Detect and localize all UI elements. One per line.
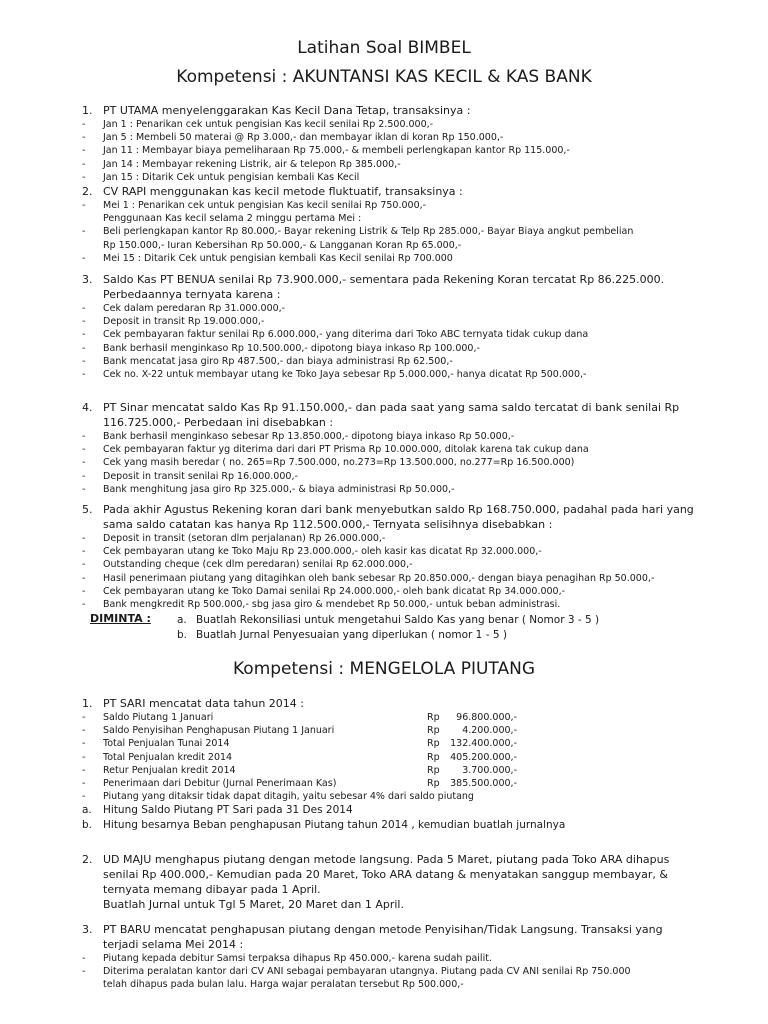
- question-text-continued: Perbedaannya ternyata karena :: [103, 288, 281, 301]
- bullet-dash: -: [82, 953, 86, 964]
- bullet-dash: -: [82, 303, 86, 314]
- main-title: Latihan Soal BIMBEL: [297, 38, 471, 58]
- task-text: Buatlah Jurnal Penyesuaian yang diperlukan ( nomor 1 - 5 ): [196, 629, 507, 641]
- bullet-dash: -: [82, 200, 86, 211]
- bullet-dash: -: [82, 966, 86, 978]
- question-number: 3.: [82, 273, 93, 286]
- transaction-list: [82, 532, 722, 611]
- task-a: [82, 803, 722, 818]
- question-text-continued: 116.725.000,- Perbedaan ini disebabkan :: [103, 416, 334, 429]
- question-number: 2.: [82, 185, 93, 198]
- list-item: - Jan 11 : Membayar biaya pemeliharaan Rp 75.000,- & membeli perlengkapan kantor Rp 115.000,-: [82, 145, 570, 157]
- list-item: - Deposit in transit Rp 19.000.000,-: [82, 316, 265, 328]
- bullet-dash: -: [82, 791, 86, 803]
- question-line: senilai Rp 400.000,- Kemudian pada 20 Maret, Toko ARA datang & menyatakan sanggup membayar, &: [103, 868, 668, 881]
- list-item: Penggunaan Kas kecil selama 2 minggu pertama Mei :: [103, 213, 362, 225]
- list-item: - Outstanding cheque (cek dlm peredaran) senilai Rp 62.000.000,-: [82, 559, 413, 571]
- bullet-dash: -: [82, 725, 86, 737]
- transaction-list: [82, 302, 722, 381]
- question-text: Pada akhir Agustus Rekening koran dari bank menyebutkan saldo Rp 168.750.000, padahal pada hari yang: [103, 503, 694, 516]
- list-item: - Cek yang masih beredar ( no. 265=Rp 7.500.000, no.273=Rp 13.500.000, no.277=Rp 16.500.000): [82, 457, 575, 469]
- question-2: [82, 184, 722, 265]
- list-item: - Cek dalam peredaran Rp 31.000.000,-: [82, 303, 286, 314]
- bullet-dash: -: [82, 171, 86, 183]
- task-letter: b.: [177, 629, 188, 641]
- bullet-dash: -: [82, 457, 86, 469]
- question-text: PT SARI mencatat data tahun 2014 :: [103, 697, 304, 710]
- question-line: UD MAJU menghapus piutang dengan metode langsung. Pada 5 Maret, piutang pada Toko ARA dihapus: [103, 853, 670, 866]
- list-item: - Diterima peralatan kantor dari CV ANI sebagai pembayaran utangnya. Piutang pada CV ANI senilai Rp 750.000: [82, 966, 631, 978]
- bullet-dash: -: [82, 546, 86, 558]
- task-text: Hitung besarnya Beban penghapusan Piutang tahun 2014 , kemudian buatlah jurnalnya: [103, 819, 566, 832]
- data-row: - Retur Penjualan kredit 2014 Rp 3.700.000,-: [82, 764, 517, 776]
- bullet-dash: -: [82, 252, 86, 264]
- task-text: Buatlah Rekonsiliasi untuk mengetahui Saldo Kas yang benar ( Nomor 3 - 5 ): [196, 614, 600, 626]
- question-text: Saldo Kas PT BENUA senilai Rp 73.900.000,- sementara pada Rekening Koran tercatat Rp 86.225.000.: [103, 273, 665, 286]
- bullet-dash: -: [82, 751, 86, 763]
- bullet-dash: -: [82, 369, 86, 381]
- question-line: terjadi selama Mei 2014 :: [103, 938, 244, 951]
- list-item: - Cek pembayaran faktur senilai Rp 6.000.000,- yang diterima dari Toko ABC ternyata tidak cukup dana: [82, 329, 589, 341]
- question-3: [82, 272, 722, 381]
- list-item: - Cek no. X-22 untuk membayar utang ke Toko Jaya sebesar Rp 5.000.000,- hanya dicatat Rp 500.000,-: [82, 369, 587, 381]
- task-text: Hitung Saldo Piutang PT Sari pada 31 Des 2014: [103, 804, 353, 817]
- transaction-list: [82, 118, 722, 184]
- competency-heading-1: Kompetensi : AKUNTANSI KAS KECIL & KAS BANK: [176, 67, 592, 87]
- bullet-dash: -: [82, 132, 86, 144]
- piutang-question-1: [82, 696, 722, 833]
- question-text-continued: sama saldo catatan kas hanya Rp 112.500.000,- Ternyata selisihnya disebabkan :: [103, 518, 553, 531]
- bullet-dash: -: [82, 355, 86, 367]
- list-item: - Bank berhasil menginkaso Rp 10.500.000,- dipotong biaya inkaso Rp 100.000,-: [82, 342, 480, 354]
- bullet-dash: -: [82, 712, 86, 723]
- question-5: [82, 502, 722, 611]
- question-number: 5.: [82, 503, 93, 516]
- list-item: - Bank berhasil menginkaso sebesar Rp 13.850.000,- dipotong biaya inkaso Rp 50.000,-: [82, 431, 515, 442]
- list-item: - Bank mengkredit Rp 500.000,- sbg jasa giro & mendebet Rp 50.000,- untuk beban administrasi.: [82, 599, 561, 611]
- task-letter: b.: [82, 819, 93, 832]
- bullet-dash: -: [82, 342, 86, 354]
- piutang-question-3: [82, 922, 722, 992]
- data-row: - Total Penjualan kredit 2014 Rp 405.200.000,-: [82, 751, 517, 763]
- list-item: - Bank menghitung jasa giro Rp 325.000,- & biaya administrasi Rp 50.000,-: [82, 483, 455, 495]
- transaction-list: [82, 952, 722, 992]
- bullet-dash: -: [82, 483, 86, 495]
- bullet-dash: -: [82, 533, 86, 544]
- list-item: - Piutang yang ditaksir tidak dapat ditagih, yaitu sebesar 4% dari saldo piutang: [82, 791, 474, 803]
- bullet-dash: -: [82, 738, 86, 750]
- list-item: - Jan 14 : Membayar rekening Listrik, air & telepon Rp 385.000,-: [82, 158, 401, 170]
- list-item: - Deposit in transit senilai Rp 16.000.000,-: [82, 470, 298, 482]
- bullet-dash: -: [82, 585, 86, 597]
- bullet-dash: -: [82, 470, 86, 482]
- question-text: PT UTAMA menyelenggarakan Kas Kecil Dana Tetap, transaksinya :: [103, 104, 471, 117]
- bullet-dash: -: [82, 145, 86, 157]
- data-row: - Saldo Penyisihan Penghapusan Piutang 1 Januari Rp 4.200.000,-: [82, 725, 517, 737]
- list-item: - Deposit in transit (setoran dlm perjalanan) Rp 26.000.000,-: [82, 533, 386, 544]
- list-item: telah dihapus pada bulan lalu. Harga wajar peralatan tersebut Rp 500.000,-: [103, 979, 464, 991]
- list-item: - Piutang kepada debitur Samsi terpaksa dihapus Rp 450.000,- karena sudah pailit.: [82, 953, 492, 964]
- list-item: - Cek pembayaran utang ke Toko Maju Rp 23.000.000,- oleh kasir kas dicatat Rp 32.000.000,-: [82, 546, 542, 558]
- question-number: 1.: [82, 104, 93, 117]
- data-list: [82, 711, 722, 803]
- bullet-dash: -: [82, 764, 86, 776]
- diminta-label: DIMINTA :: [90, 612, 151, 625]
- transaction-list: [82, 199, 722, 265]
- question-line: Buatlah Jurnal untuk Tgl 5 Maret, 20 Maret dan 1 April.: [103, 898, 404, 911]
- question-number: 1.: [82, 697, 93, 710]
- data-row: - Penerimaan dari Debitur (Jurnal Penerimaan Kas) Rp 385.500.000,-: [82, 778, 517, 790]
- bullet-dash: -: [82, 316, 86, 328]
- list-item: - Mei 1 : Penarikan cek untuk pengisian Kas kecil senilai Rp 750.000,-: [82, 200, 427, 211]
- list-item: - Beli perlengkapan kantor Rp 80.000,- Bayar rekening Listrik & Telp Rp 285.000,- Bayar Biaya angkut pembelian: [82, 226, 634, 238]
- question-4: [82, 400, 722, 496]
- bullet-dash: -: [82, 778, 86, 790]
- question-text: CV RAPI menggunakan kas kecil metode fluktuatif, transaksinya :: [103, 185, 463, 198]
- question-text: PT Sinar mencatat saldo Kas Rp 91.150.000,- dan pada saat yang sama saldo tercatat di bank senilai Rp: [103, 401, 680, 414]
- bullet-dash: -: [82, 119, 86, 130]
- list-item: - Jan 5 : Membeli 50 materai @ Rp 3.000,- dan membayar iklan di koran Rp 150.000,-: [82, 132, 504, 144]
- list-item: - Jan 15 : Ditarik Cek untuk pengisian kembali Kas Kecil: [82, 171, 360, 183]
- bullet-dash: -: [82, 329, 86, 341]
- list-item: - Jan 1 : Penarikan cek untuk pengisian Kas kecil senilai Rp 2.500.000,-: [82, 119, 434, 130]
- question-number: 4.: [82, 401, 93, 414]
- bullet-dash: -: [82, 559, 86, 571]
- data-row: - Saldo Piutang 1 Januari Rp 96.800.000,-: [82, 712, 517, 723]
- bullet-dash: -: [82, 431, 86, 442]
- question-number: 3.: [82, 923, 93, 936]
- bullet-dash: -: [82, 226, 86, 238]
- list-item: - Hasil penerimaan piutang yang ditagihkan oleh bank sebesar Rp 20.850.000,- dengan biaya penagihan Rp 50.000,-: [82, 572, 655, 584]
- task-letter: a.: [82, 804, 92, 817]
- question-number: 2.: [82, 853, 93, 866]
- list-item: Rp 150.000,- Iuran Kebersihan Rp 50.000,- & Langganan Koran Rp 65.000,-: [103, 239, 462, 251]
- list-item: - Bank mencatat jasa giro Rp 487.500,- dan biaya administrasi Rp 62.500,-: [82, 355, 453, 367]
- task-a: [177, 613, 599, 627]
- list-item: - Mei 15 : Ditarik Cek untuk pengisian kembali Kas Kecil senilai Rp 700.000: [82, 252, 453, 264]
- bullet-dash: -: [82, 599, 86, 611]
- list-item: - Cek pembayaran faktur yg diterima dari dari PT Prisma Rp 10.000.000, ditolak karena tak cukup dana: [82, 444, 589, 456]
- task-b: [82, 818, 722, 833]
- question-line: ternyata memang dibayar pada 1 April.: [103, 883, 321, 896]
- transaction-list: [82, 430, 722, 496]
- list-item: - Cek pembayaran utang ke Toko Damai senilai Rp 24.000.000,- oleh bank dicatat Rp 34.000.000,-: [82, 585, 566, 597]
- question-line: PT BARU mencatat penghapusan piutang dengan metode Penyisihan/Tidak Langsung. Transaksi yang: [103, 923, 663, 936]
- task-letter: a.: [177, 614, 187, 626]
- competency-heading-2: Kompetensi : MENGELOLA PIUTANG: [233, 659, 535, 679]
- task-b: [177, 628, 507, 642]
- bullet-dash: -: [82, 158, 86, 170]
- data-row: - Total Penjualan Tunai 2014 Rp 132.400.000,-: [82, 738, 517, 750]
- question-1: [82, 103, 722, 184]
- bullet-dash: -: [82, 572, 86, 584]
- bullet-dash: -: [82, 444, 86, 456]
- piutang-question-2: [82, 852, 722, 912]
